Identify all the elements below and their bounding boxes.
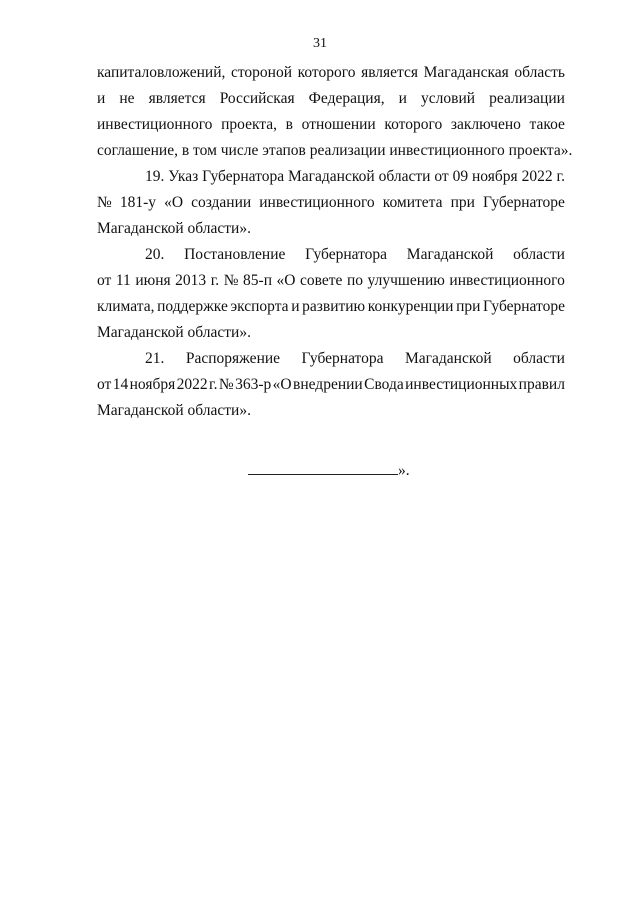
word: улучшению [367, 272, 445, 289]
text-line [97, 112, 565, 138]
word: не [119, 90, 135, 107]
word: проекта, [221, 116, 278, 133]
list-item-20 [97, 242, 565, 346]
text-line [97, 216, 565, 242]
closing-line [248, 458, 410, 484]
word: в [285, 116, 293, 133]
word: инвестиционных [405, 376, 518, 393]
word: Губернаторе [483, 298, 565, 315]
word: внедрении [293, 376, 363, 393]
word: Губернатора [202, 168, 285, 185]
word: комитета [382, 194, 443, 211]
word: № [97, 194, 112, 211]
word: области [513, 246, 565, 263]
word: условий [421, 90, 476, 107]
word: 09 [452, 168, 469, 185]
word: инвестиционного [97, 116, 213, 133]
word: которого [297, 64, 356, 81]
text-line [97, 60, 565, 86]
word: Магаданская [423, 64, 509, 81]
word: которого [384, 116, 443, 133]
word: и [291, 298, 300, 315]
word: области [378, 168, 431, 185]
word: г. [556, 168, 565, 185]
word: Распоряжение [185, 350, 281, 367]
word: 20. [145, 246, 165, 263]
word: № [218, 376, 234, 393]
word: совете [300, 272, 343, 289]
word: при [456, 298, 481, 315]
line-text: соглашение, в том числе этапов реализации инвестиционного проекта». [97, 142, 573, 159]
word: ноября [129, 376, 176, 393]
word: стороной [230, 64, 293, 81]
word: Российская [219, 90, 295, 107]
text-line [97, 164, 565, 190]
word: 21. [145, 350, 165, 367]
text-line [97, 268, 565, 294]
word: Федерация, [308, 90, 385, 107]
word: является [148, 90, 206, 107]
list-item-21 [97, 346, 565, 424]
word: 85-п [243, 272, 273, 289]
text-line [97, 372, 565, 398]
word: создании [191, 194, 252, 211]
word: 2022 [176, 376, 208, 393]
closing-mark: ». [398, 462, 410, 479]
word: капиталовложений, [97, 64, 226, 81]
text-line [97, 320, 565, 346]
word: климата, [97, 298, 155, 315]
document-body [97, 60, 573, 424]
word: развитию [302, 298, 366, 315]
word: ноября [472, 168, 518, 185]
word: г. [210, 272, 220, 289]
word: 14 [112, 376, 129, 393]
word: Губернаторе [482, 194, 565, 211]
word: от [97, 272, 112, 289]
word: Магаданской [406, 246, 494, 263]
page-number: 31 [313, 36, 327, 51]
word: 2013 [175, 272, 207, 289]
word: поддержке [157, 298, 228, 315]
word: конкуренции [367, 298, 454, 315]
line-text: Магаданской области». [97, 324, 251, 341]
text-line [97, 294, 565, 320]
line-text: Магаданской области». [97, 220, 251, 237]
word: такое [529, 116, 565, 133]
word: и [97, 90, 106, 107]
word: реализации [489, 90, 565, 107]
list-item-19 [97, 164, 565, 242]
text-line [97, 190, 565, 216]
word: области [513, 350, 565, 367]
word: инвестиционного [449, 272, 565, 289]
word: Губернатора [305, 246, 388, 263]
word: область [514, 64, 565, 81]
word: июня [135, 272, 171, 289]
word: Магаданской [405, 350, 492, 367]
word: № [223, 272, 239, 289]
word: г. [209, 376, 218, 393]
paragraph-continuation [97, 60, 573, 164]
word: заключено [450, 116, 521, 133]
text-line [97, 86, 565, 112]
word: экспорта [230, 298, 289, 315]
word: Указ [168, 168, 199, 185]
word: Магаданской [288, 168, 375, 185]
text-line [97, 398, 565, 424]
word: и [398, 90, 407, 107]
word: от [434, 168, 449, 185]
word: при [450, 194, 475, 211]
text-line [97, 138, 573, 164]
word: Свода [364, 376, 404, 393]
word: «О [276, 272, 296, 289]
word: Постановление [184, 246, 286, 263]
word: отношении [301, 116, 376, 133]
word: «О [272, 376, 292, 393]
text-line [97, 346, 565, 372]
word: Губернатора [301, 350, 384, 367]
line-text: Магаданской области». [97, 402, 251, 419]
word: правил [518, 376, 565, 393]
text-line [97, 242, 565, 268]
word: 11 [115, 272, 131, 289]
signature-underline [248, 460, 398, 475]
word: является [361, 64, 419, 81]
word: по [346, 272, 363, 289]
word: 363-р [235, 376, 272, 393]
word: от [97, 376, 112, 393]
word: 2022 [521, 168, 553, 185]
word: инвестиционного [259, 194, 375, 211]
word: «О [164, 194, 184, 211]
word: 181-у [119, 194, 157, 211]
word: 19. [145, 168, 165, 185]
